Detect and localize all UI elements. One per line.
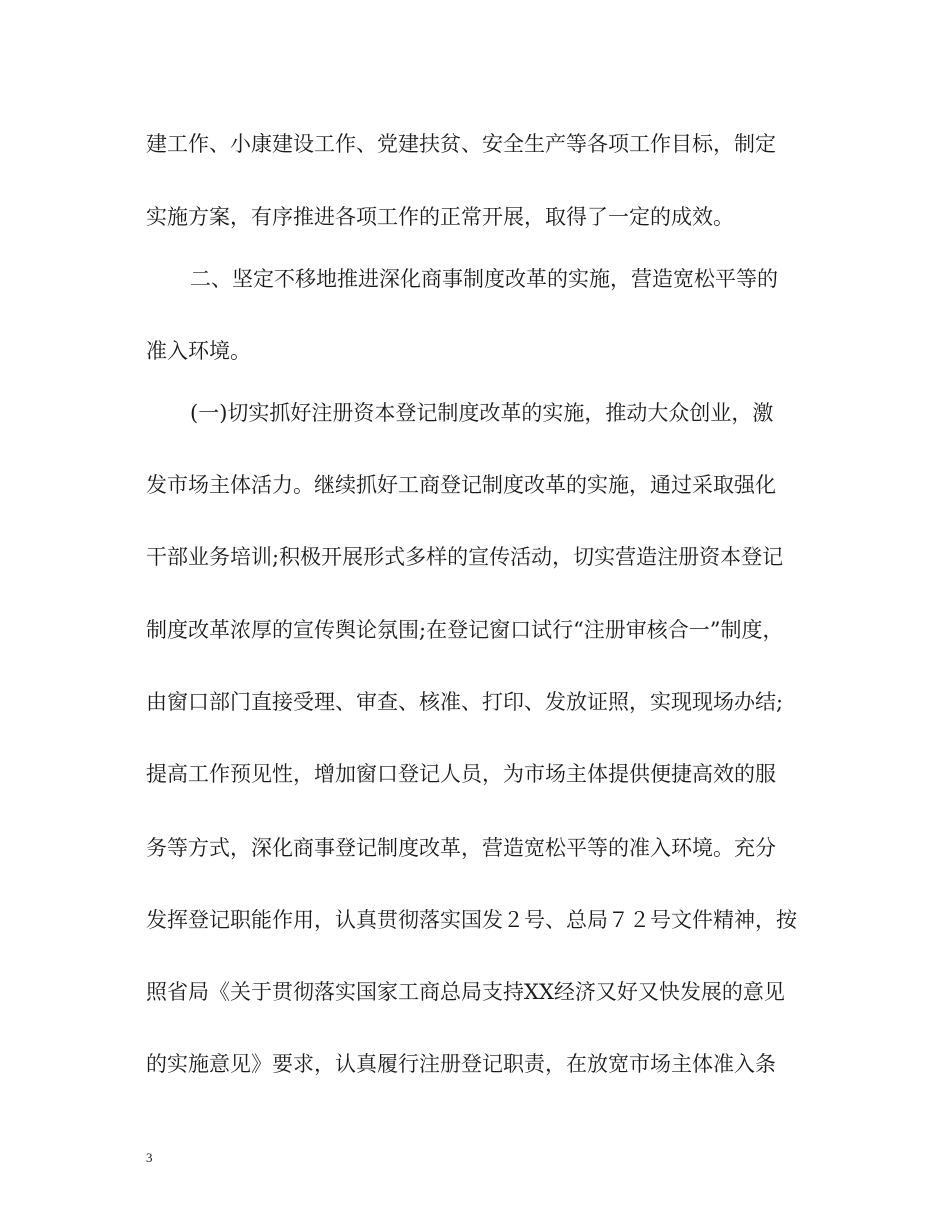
subsection-heading-line: (一)切实抓好注册资本登记制度改革的实施，推动大众创业，激: [190, 401, 774, 425]
body-text-line: 的实施意见》要求，认真履行注册登记职责，在放宽市场主体准入条: [146, 1052, 776, 1076]
body-text-line: 务等方式，深化商事登记制度改革，营造宽松平等的准入环境。充分: [146, 836, 776, 860]
body-text-line: 发挥登记职能作用，认真贯彻落实国发２号、总局７２号文件精神，按: [146, 908, 797, 932]
body-text-line: 制度改革浓厚的宣传舆论氛围;在登记窗口试行“注册审核合一”制度，: [146, 618, 784, 642]
body-text-line: 由窗口部门直接受理、审查、核准、打印、发放证照，实现现场办结;: [146, 690, 784, 714]
body-text-line: 干部业务培训;积极开展形式多样的宣传活动，切实营造注册资本登记: [146, 545, 784, 569]
body-text-line: 实施方案，有序推进各项工作的正常开展，取得了一定的成效。: [146, 205, 734, 229]
page-number: 3: [146, 1150, 153, 1165]
body-text-line: 提高工作预见性，增加窗口登记人员，为市场主体提供便捷高效的服: [146, 762, 776, 786]
section-heading-line: 二、坚定不移地推进深化商事制度改革的实施，营造宽松平等的: [190, 267, 778, 291]
body-text-line: 建工作、小康建设工作、党建扶贫、安全生产等各项工作目标，制定: [146, 132, 776, 156]
body-text-line: 发市场主体活力。继续抓好工商登记制度改革的实施，通过采取强化: [146, 473, 776, 497]
body-text-line: 照省局《关于贯彻落实国家工商总局支持XX经济又好又快发展的意见: [146, 980, 785, 1004]
section-heading-line: 准入环境。: [146, 339, 251, 363]
